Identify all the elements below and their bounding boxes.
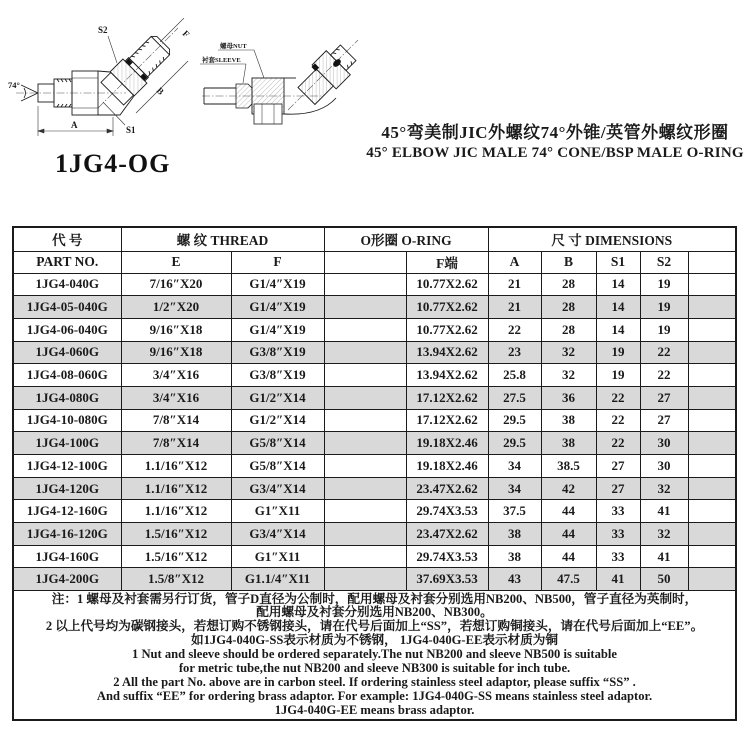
table-cell: 37.5	[488, 500, 541, 523]
table-cell: 19	[640, 318, 688, 341]
table-cell: 28	[541, 318, 596, 341]
table-cell	[324, 545, 406, 568]
s2-leader	[108, 36, 117, 63]
table-cell: 17.12X2.62	[406, 409, 488, 432]
dim-f-label: F	[180, 28, 192, 40]
header-col-s1: S1	[596, 251, 640, 273]
table-cell: 1.1/16″X12	[121, 477, 231, 500]
table-cell: 32	[541, 364, 596, 387]
dim-s2-label: S2	[98, 25, 108, 35]
table-row	[13, 477, 736, 500]
note-line: 1JG4-040G-EE means brass adaptor.	[274, 702, 475, 717]
table-cell	[324, 409, 406, 432]
table-row	[13, 296, 736, 319]
table-cell: 44	[541, 545, 596, 568]
centerline-diagonal	[98, 28, 178, 108]
header-row-groups	[13, 227, 736, 251]
table-cell: 33	[596, 500, 640, 523]
table-cell: 29.74X3.53	[406, 545, 488, 568]
table-cell: 42	[541, 477, 596, 500]
table-cell: 19	[640, 296, 688, 319]
table-cell: 1JG4-100G	[13, 432, 121, 455]
table-cell: 36	[541, 386, 596, 409]
note-line: 2 以上代号均为碳钢接头，若想订购不锈钢接头，请在代号后面加上“SS”，若想订购铜接头，请在代号后面加上“EE”。	[45, 619, 704, 634]
table-row	[13, 455, 736, 478]
table-cell: G3/4″X14	[231, 523, 324, 546]
table-cell: 21	[488, 273, 541, 296]
table-cell: 38	[488, 545, 541, 568]
table-cell: 13.94X2.62	[406, 341, 488, 364]
table-cell: 41	[640, 500, 688, 523]
table-cell: 29.5	[488, 432, 541, 455]
note-line: And suffix “EE” for ordering brass adaptor. For example: 1JG4-040G-SS means stainless steel adaptor.	[96, 688, 653, 703]
title-english: 45° ELBOW JIC MALE 74° CONE/BSP MALE O-RING	[366, 145, 744, 161]
table-cell: 1.5/8″X12	[121, 568, 231, 591]
table-cell: 9/16″X18	[121, 341, 231, 364]
table-cell	[324, 296, 406, 319]
table-cell: 19.18X2.46	[406, 455, 488, 478]
table-cell: 33	[596, 523, 640, 546]
table-cell: 27	[640, 409, 688, 432]
table-cell: 1JG4-040G	[13, 273, 121, 296]
notes-row	[13, 591, 736, 721]
table-cell	[324, 341, 406, 364]
table-cell: 38	[541, 409, 596, 432]
part-code-label: 1JG4-OG	[55, 149, 171, 178]
table-cell: 34	[488, 477, 541, 500]
table-cell: G1″X11	[231, 500, 324, 523]
table-cell: 17.12X2.62	[406, 386, 488, 409]
table-cell: 22	[596, 432, 640, 455]
cone-angle-label: 74°	[8, 80, 20, 90]
table-cell: G1/4″X19	[231, 273, 324, 296]
table-cell: 7/8″X14	[121, 432, 231, 455]
table-cell: 30	[640, 455, 688, 478]
table-row	[13, 523, 736, 546]
table-cell: 1JG4-120G	[13, 477, 121, 500]
table-cell: 44	[541, 523, 596, 546]
table-cell: 1JG4-12-100G	[13, 455, 121, 478]
table-cell: G1/2″X14	[231, 386, 324, 409]
table-cell	[324, 364, 406, 387]
header-oring: O形圈 O-RING	[324, 227, 488, 251]
table-cell	[324, 523, 406, 546]
table-cell: 41	[640, 545, 688, 568]
table-cell: 1JG4-12-160G	[13, 500, 121, 523]
header-dimensions: 尺 寸 DIMENSIONS	[488, 227, 736, 251]
table-cell: 3/4″X16	[121, 364, 231, 387]
upper-port	[294, 41, 360, 107]
header-col-s2: S2	[640, 251, 688, 273]
header-col-b: B	[541, 251, 596, 273]
table-cell: 19.18X2.46	[406, 432, 488, 455]
table-cell	[688, 364, 736, 387]
table-cell	[688, 386, 736, 409]
dim-a-label: A	[71, 120, 78, 130]
table-cell: 3/4″X16	[121, 386, 231, 409]
table-cell: 21	[488, 296, 541, 319]
table-cell: 1JG4-080G	[13, 386, 121, 409]
sleeve-label: 衬套SLEEVE	[202, 57, 241, 64]
header-col-blank	[688, 251, 736, 273]
dim-b-label: B	[154, 85, 166, 97]
table-cell: G1″X11	[231, 545, 324, 568]
table-cell	[688, 523, 736, 546]
spec-table	[12, 226, 737, 721]
note-line: 如1JG4-040G-SS表示材质为不锈钢， 1JG4-040G-EE表示材质为铜	[191, 633, 558, 648]
table-cell: 37.69X3.53	[406, 568, 488, 591]
table-cell: 1JG4-06-040G	[13, 318, 121, 341]
table-cell: G3/4″X14	[231, 477, 324, 500]
table-cell: 28	[541, 296, 596, 319]
table-cell: 30	[640, 432, 688, 455]
table-cell	[688, 341, 736, 364]
header-row-columns	[13, 251, 736, 273]
table-cell: 38.5	[541, 455, 596, 478]
title-block	[363, 122, 747, 164]
table-cell: 43	[488, 568, 541, 591]
table-cell	[688, 545, 736, 568]
table-cell: 1JG4-05-040G	[13, 296, 121, 319]
header-col-f: F	[231, 251, 324, 273]
table-cell: 38	[541, 432, 596, 455]
table-cell	[688, 455, 736, 478]
table-cell: G3/8″X19	[231, 364, 324, 387]
table-row	[13, 568, 736, 591]
table-cell: 29.74X3.53	[406, 500, 488, 523]
table-cell: 14	[596, 296, 640, 319]
table-cell	[688, 432, 736, 455]
table-cell: 1.5/16″X12	[121, 523, 231, 546]
table-cell: 22	[640, 341, 688, 364]
note-line: 配用螺母及衬套分别选用NB200、NB300。	[256, 605, 493, 620]
table-row	[13, 341, 736, 364]
table-cell	[688, 273, 736, 296]
table-cell: 50	[640, 568, 688, 591]
table-cell	[324, 500, 406, 523]
table-cell: G1/2″X14	[231, 409, 324, 432]
sleeve	[236, 84, 252, 108]
left-technical-drawing	[8, 18, 208, 151]
table-cell: 1/2″X20	[121, 296, 231, 319]
header-thread: 螺 纹 THREAD	[121, 227, 324, 251]
table-cell: G5/8″X14	[231, 432, 324, 455]
table-cell: 22	[596, 409, 640, 432]
table-cell: 19	[596, 341, 640, 364]
table-cell	[324, 568, 406, 591]
table-cell	[324, 455, 406, 478]
callout-sleeve	[200, 55, 246, 83]
table-cell	[324, 273, 406, 296]
table-cell: 19	[640, 273, 688, 296]
table-cell: 1.1/16″X12	[121, 455, 231, 478]
nut	[252, 78, 284, 124]
table-row	[13, 318, 736, 341]
table-row	[13, 386, 736, 409]
table-cell: 14	[596, 273, 640, 296]
table-cell: G1/4″X19	[231, 296, 324, 319]
table-cell: 27	[596, 455, 640, 478]
spec-table-body	[13, 273, 736, 591]
table-cell: 13.94X2.62	[406, 364, 488, 387]
table-cell: 22	[488, 318, 541, 341]
header-col-e: E	[121, 251, 231, 273]
table-cell: 1.1/16″X12	[121, 500, 231, 523]
table-cell: 1JG4-16-120G	[13, 523, 121, 546]
table-cell: 38	[488, 523, 541, 546]
table-cell: G5/8″X14	[231, 455, 324, 478]
table-cell: 27	[640, 386, 688, 409]
table-cell: 14	[596, 318, 640, 341]
table-cell: 34	[488, 455, 541, 478]
table-cell: 1JG4-08-060G	[13, 364, 121, 387]
header-part-no-en: PART NO.	[13, 251, 121, 273]
table-cell: 10.77X2.62	[406, 273, 488, 296]
table-cell: 10.77X2.62	[406, 318, 488, 341]
table-row	[13, 545, 736, 568]
table-cell: 19	[596, 364, 640, 387]
table-cell: 28	[541, 273, 596, 296]
table-cell: G1/4″X19	[231, 318, 324, 341]
table-row	[13, 364, 736, 387]
table-cell: 9/16″X18	[121, 318, 231, 341]
note-line: 2 All the part No. above are in carbon steel. If ordering stainless steel adaptor, please suffix “SS” .	[113, 674, 636, 689]
table-row	[13, 273, 736, 296]
table-cell: G1.1/4″X11	[231, 568, 324, 591]
table-cell	[688, 568, 736, 591]
table-cell: 29.5	[488, 409, 541, 432]
title-chinese: 45°弯美制JIC外螺纹74°外锥/英管外螺纹形圈	[381, 123, 729, 142]
table-cell: 33	[596, 545, 640, 568]
note-line: 注：1 螺母及衬套需另行订货，管子D直径为公制时，配用螺母及衬套分别选用NB200、NB500，管子直径为英制时，	[51, 591, 698, 606]
table-row	[13, 432, 736, 455]
table-cell	[688, 296, 736, 319]
table-row	[13, 500, 736, 523]
table-cell	[324, 432, 406, 455]
right-technical-drawing	[200, 36, 385, 145]
table-cell: 44	[541, 500, 596, 523]
f-ext-line	[160, 18, 184, 42]
table-cell: 10.77X2.62	[406, 296, 488, 319]
table-cell: 23.47X2.62	[406, 523, 488, 546]
table-cell: 23	[488, 341, 541, 364]
table-cell: 1JG4-060G	[13, 341, 121, 364]
table-row	[13, 409, 736, 432]
table-cell	[688, 477, 736, 500]
table-cell	[688, 409, 736, 432]
notes-section	[13, 591, 736, 721]
s1-leader	[103, 102, 125, 125]
table-cell: 1.5/16″X12	[121, 545, 231, 568]
header-col-a: A	[488, 251, 541, 273]
table-cell: 27.5	[488, 386, 541, 409]
table-cell: 47.5	[541, 568, 596, 591]
nut-label: 螺母NUT	[220, 43, 247, 50]
table-cell	[324, 318, 406, 341]
table-cell	[324, 477, 406, 500]
table-cell	[324, 386, 406, 409]
header-col-f-end: F端	[406, 251, 488, 273]
table-cell: 7/16″X20	[121, 273, 231, 296]
dim-s1-label: S1	[126, 125, 136, 135]
table-cell: G3/8″X19	[231, 341, 324, 364]
table-cell: 1JG4-200G	[13, 568, 121, 591]
table-cell: 1JG4-160G	[13, 545, 121, 568]
header-col-oring-blank	[324, 251, 406, 273]
table-cell: 22	[640, 364, 688, 387]
table-cell: 7/8″X14	[121, 409, 231, 432]
table-cell: 1JG4-10-080G	[13, 409, 121, 432]
table-cell: 22	[596, 386, 640, 409]
table-cell: 32	[640, 523, 688, 546]
table-cell	[688, 318, 736, 341]
note-line: for metric tube,the nut NB200 and sleeve NB300 is suitable for inch tube.	[178, 661, 571, 676]
table-cell: 32	[541, 341, 596, 364]
table-cell: 41	[596, 568, 640, 591]
table-cell: 25.8	[488, 364, 541, 387]
note-line: 1 Nut and sleeve should be ordered separately.The nut NB200 and sleeve NB500 is suitable	[132, 647, 618, 662]
table-cell: 32	[640, 477, 688, 500]
table-cell: 23.47X2.62	[406, 477, 488, 500]
table-cell: 27	[596, 477, 640, 500]
table-cell	[688, 500, 736, 523]
header-part-no-cn: 代 号	[13, 227, 121, 251]
